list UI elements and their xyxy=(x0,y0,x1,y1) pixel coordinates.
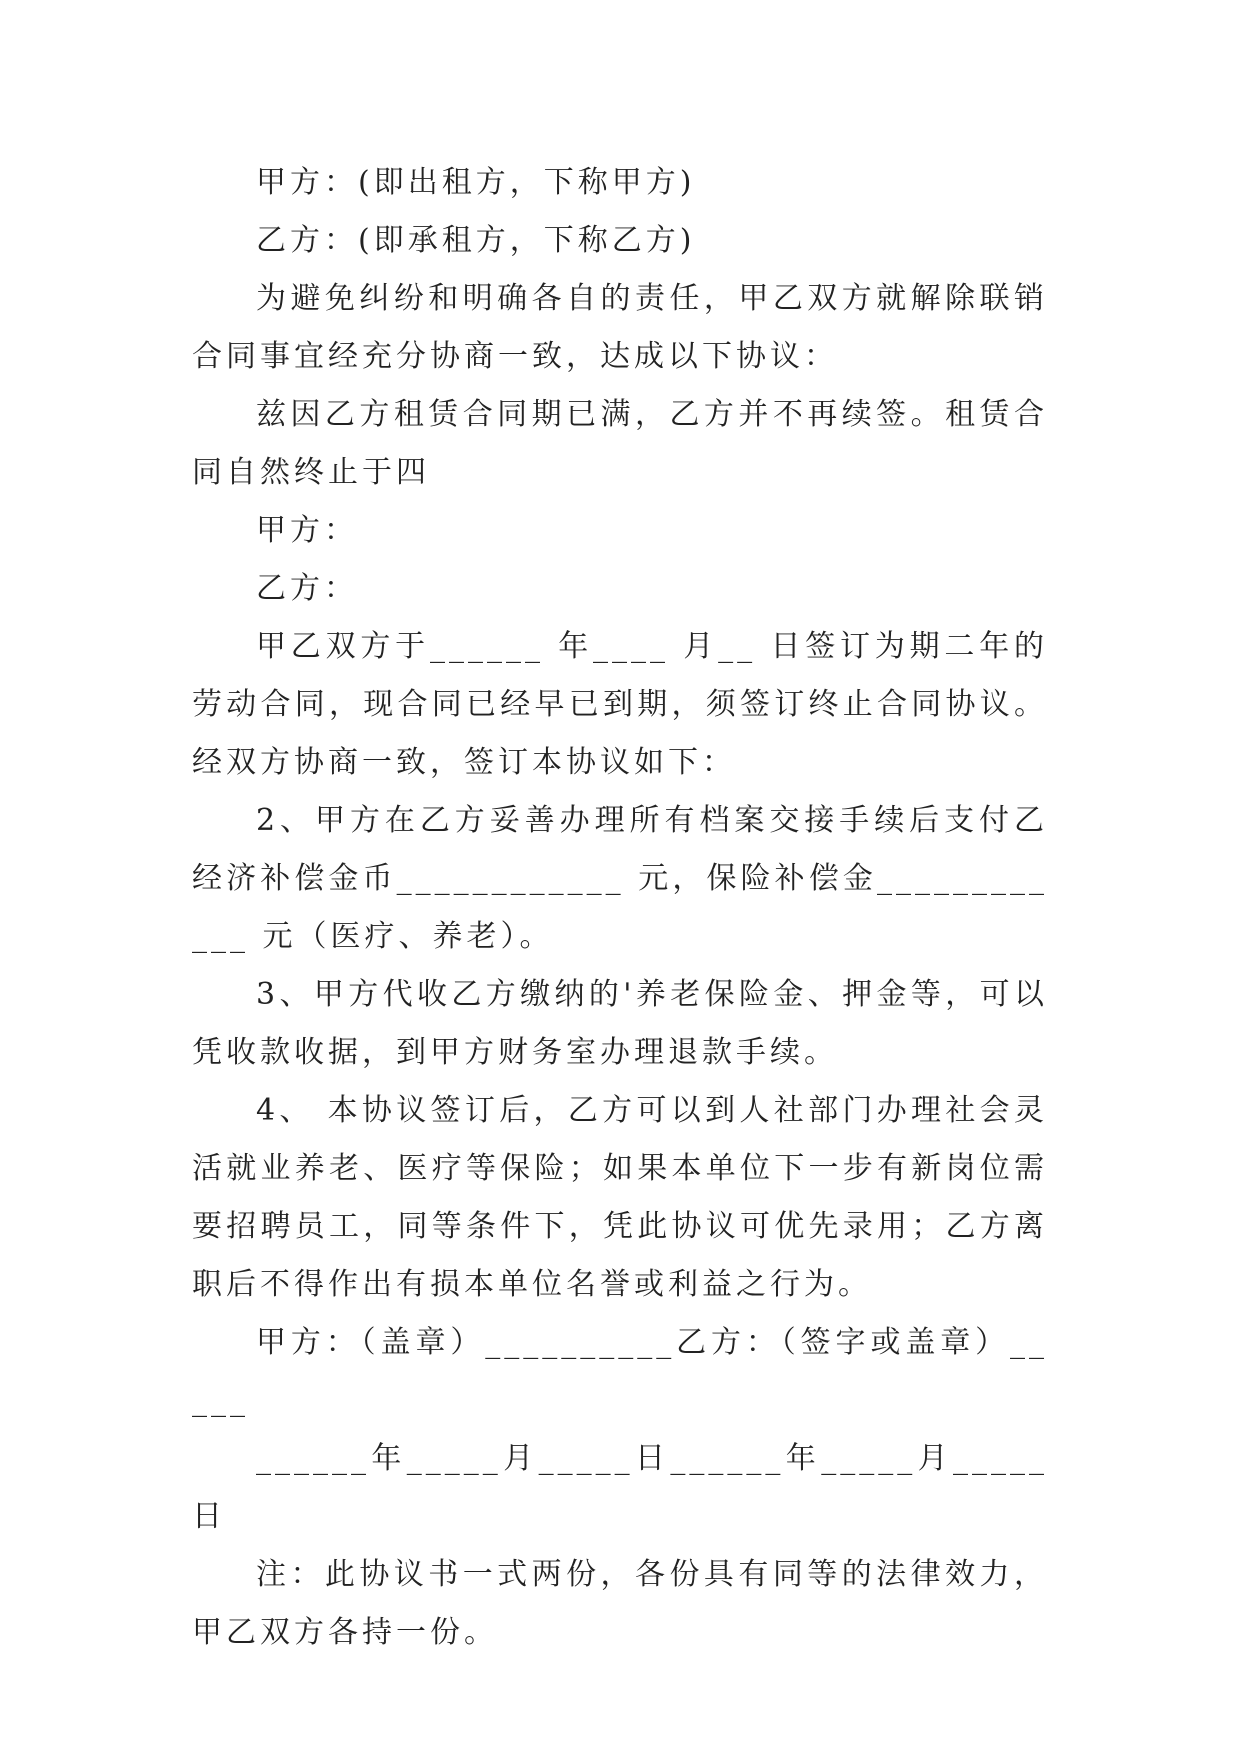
clause-3-paragraph: 3、甲方代收乙方缴纳的'养老保险金、押金等，可以凭收款收据，到甲方财务室办理退款手续。 xyxy=(192,977,1048,1070)
party-b-line: 乙方：(即承租方，下称乙方) xyxy=(256,223,696,258)
preamble-paragraph: 为避免纠纷和明确各自的责任，甲乙双方就解除联销合同事宜经充分协商一致，达成以下协议： xyxy=(192,281,1048,374)
signing-date-line: ______年_____月_____日______年_____月_____日 xyxy=(192,1441,1048,1534)
clause-2-paragraph: 2、甲方在乙方妥善办理所有档案交接手续后支付乙经济补偿金币____________ 元，保险补偿金____________ 元（医疗、养老）。 xyxy=(192,803,1048,954)
seal-signature-line: 甲方：（盖章）__________乙方：（签字或盖章）_____ xyxy=(192,1325,1048,1418)
party-b-signature-line: 乙方： xyxy=(256,571,358,606)
party-a-signature-line: 甲方： xyxy=(256,513,358,548)
document-body xyxy=(192,154,1048,1662)
contract-date-paragraph: 甲乙双方于______ 年____ 月__ 日签订为期二年的劳动合同，现合同已经早已到期，须签订终止合同协议。经双方协商一致，签订本协议如下： xyxy=(192,629,1048,780)
lease-expiry-paragraph: 兹因乙方租赁合同期已满，乙方并不再续签。租赁合同自然终止于四 xyxy=(192,397,1048,490)
party-a-line: 甲方：(即出租方，下称甲方) xyxy=(256,165,696,200)
clause-4-paragraph: 4、 本协议签订后，乙方可以到人社部门办理社会灵活就业养老、医疗等保险；如果本单位下一步有新岗位需要招聘员工，同等条件下，凭此协议可优先录用；乙方离职后不得作出有损本单位名誉或利益之行为。 xyxy=(192,1093,1048,1302)
note-paragraph: 注：此协议书一式两份，各份具有同等的法律效力，甲乙双方各持一份。 xyxy=(192,1557,1048,1650)
